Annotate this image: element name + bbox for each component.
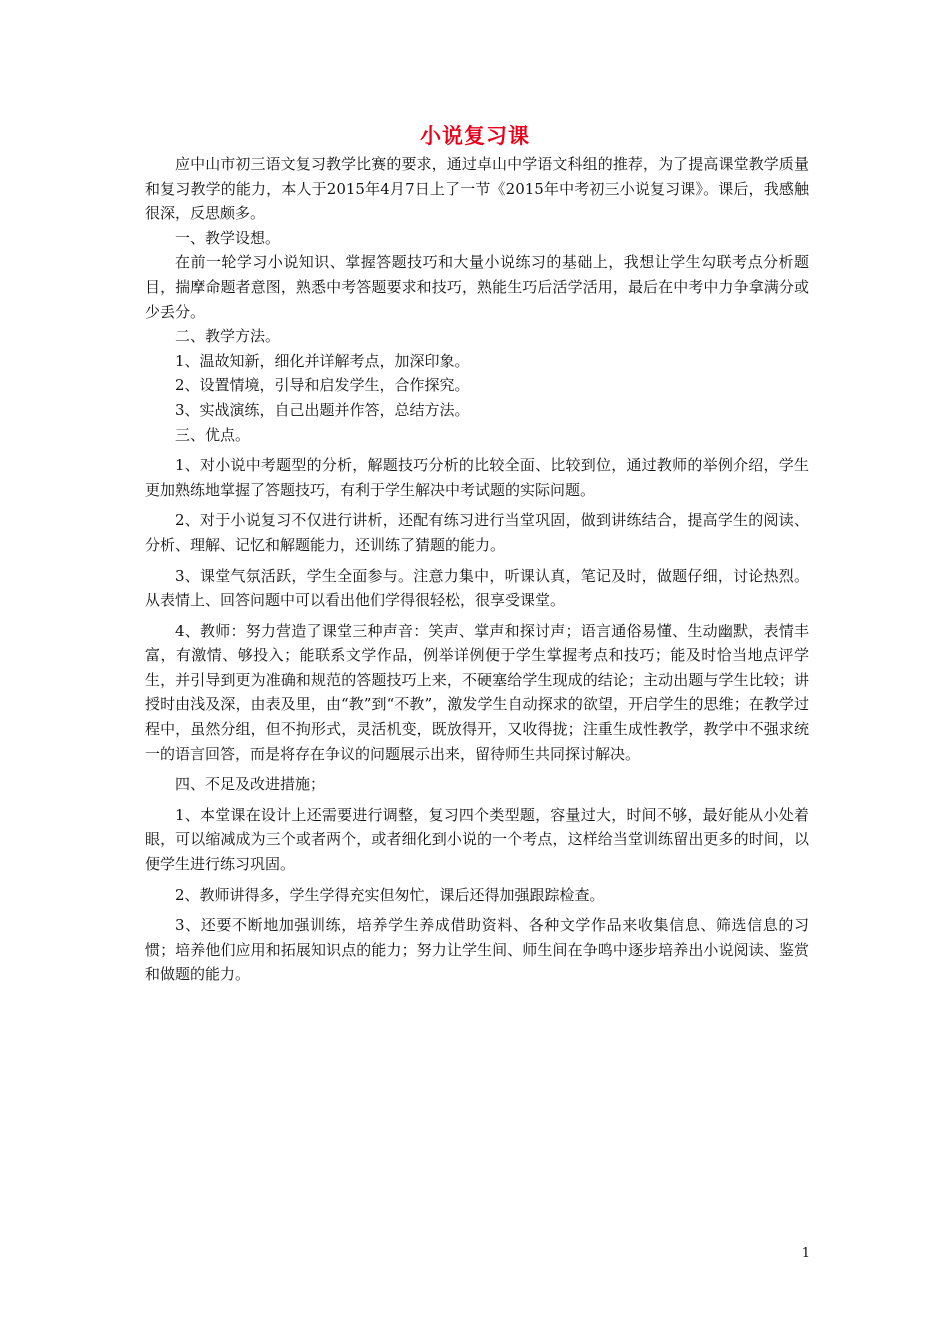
document-body — [145, 152, 809, 987]
document-title: 小说复习课 — [420, 123, 530, 148]
improvement-item-3: 3、还要不断地加强训练，培养学生养成借助资料、各种文学作品来收集信息、筛选信息的习惯；培养他们应用和拓展知识点的能力；努力让学生间、师生间在争鸣中逐步培养出小说阅读、鉴赏和做题的能力。 — [145, 916, 809, 984]
page-number: 1 — [801, 1246, 810, 1261]
improvement-item-1: 1、本堂课在设计上还需要进行调整，复习四个类型题，容量过大，时间不够，最好能从小处着眼，可以缩减成为三个或者两个，或者细化到小说的一个考点，这样给当堂训练留出更多的时间，以便学生进行练习巩固。 — [145, 805, 809, 874]
strength-item-3: 3、课堂气氛活跃，学生全面参与。注意力集中，听课认真，笔记及时，做题仔细，讨论热烈。从表情上、回答问题中可以看出他们学得很轻松，很享受课堂。 — [145, 566, 809, 610]
heading-strengths: 三、优点。 — [175, 425, 251, 444]
heading-teaching-method: 二、教学方法。 — [175, 327, 281, 346]
heading-teaching-idea: 一、教学设想。 — [175, 228, 281, 247]
strength-item-1: 1、对小说中考题型的分析，解题技巧分析的比较全面、比较到位，通过教师的举例介绍，学生更加熟练地掌握了答题技巧，有利于学生解决中考试题的实际问题。 — [145, 456, 809, 499]
paragraph-teaching-idea: 在前一轮学习小说知识、掌握答题技巧和大量小说练习的基础上，我想让学生勾联考点分析题目，揣摩命题者意图，熟悉中考答题要求和技巧，熟能生巧后活学活用，最后在中考中力争拿满分或少丢分。 — [145, 253, 809, 321]
improvement-item-2: 2、教师讲得多，学生学得充实但匆忙，课后还得加强跟踪检查。 — [175, 885, 605, 904]
strength-item-2: 2、对于小说复习不仅进行讲析，还配有练习进行当堂巩固，做到讲练结合，提高学生的阅读、分析、理解、记忆和解题能力，还训练了猜题的能力。 — [145, 511, 809, 554]
method-item-3: 3、实战演练，自己出题并作答，总结方法。 — [175, 400, 470, 419]
strength-item-4: 4、教师：努力营造了课堂三种声音：笑声、掌声和探讨声；语言通俗易懂、生动幽默，表情丰富，有激情、够投入；能联系文学作品，例举详例便于学生掌握考点和技巧；能及时恰当地点评学生，并引导到更为准确和规范的答题技巧上来，不硬塞给学生现成的结论；主动出题与学生比较；讲授时由浅及深，由表及里，由“教”到“不教”，激发学生自动探求的欲望，开启学生的思维；在教学过程中，虽然分组，但不拘形式，灵活机变，既放得开，又收得拢；注重生成性教学，教学中不强求统一的语言回答，而是将存在争议的问题展示出来，留待师生共同探讨解决。 — [145, 621, 809, 763]
paragraph-intro: 应中山市初三语文复习教学比赛的要求，通过卓山中学语文科组的推荐，为了提高课堂教学质量和复习教学的能力，本人于2015年4月7日上了一节《2015年中考初三小说复习课》。课后，我感触很深，反思颇多。 — [145, 155, 809, 223]
method-item-2: 2、设置情境，引导和启发学生，合作探究。 — [175, 376, 470, 395]
heading-improvements: 四、不足及改进措施； — [175, 775, 326, 794]
method-item-1: 1、温故知新，细化并详解考点，加深印象。 — [175, 351, 470, 370]
